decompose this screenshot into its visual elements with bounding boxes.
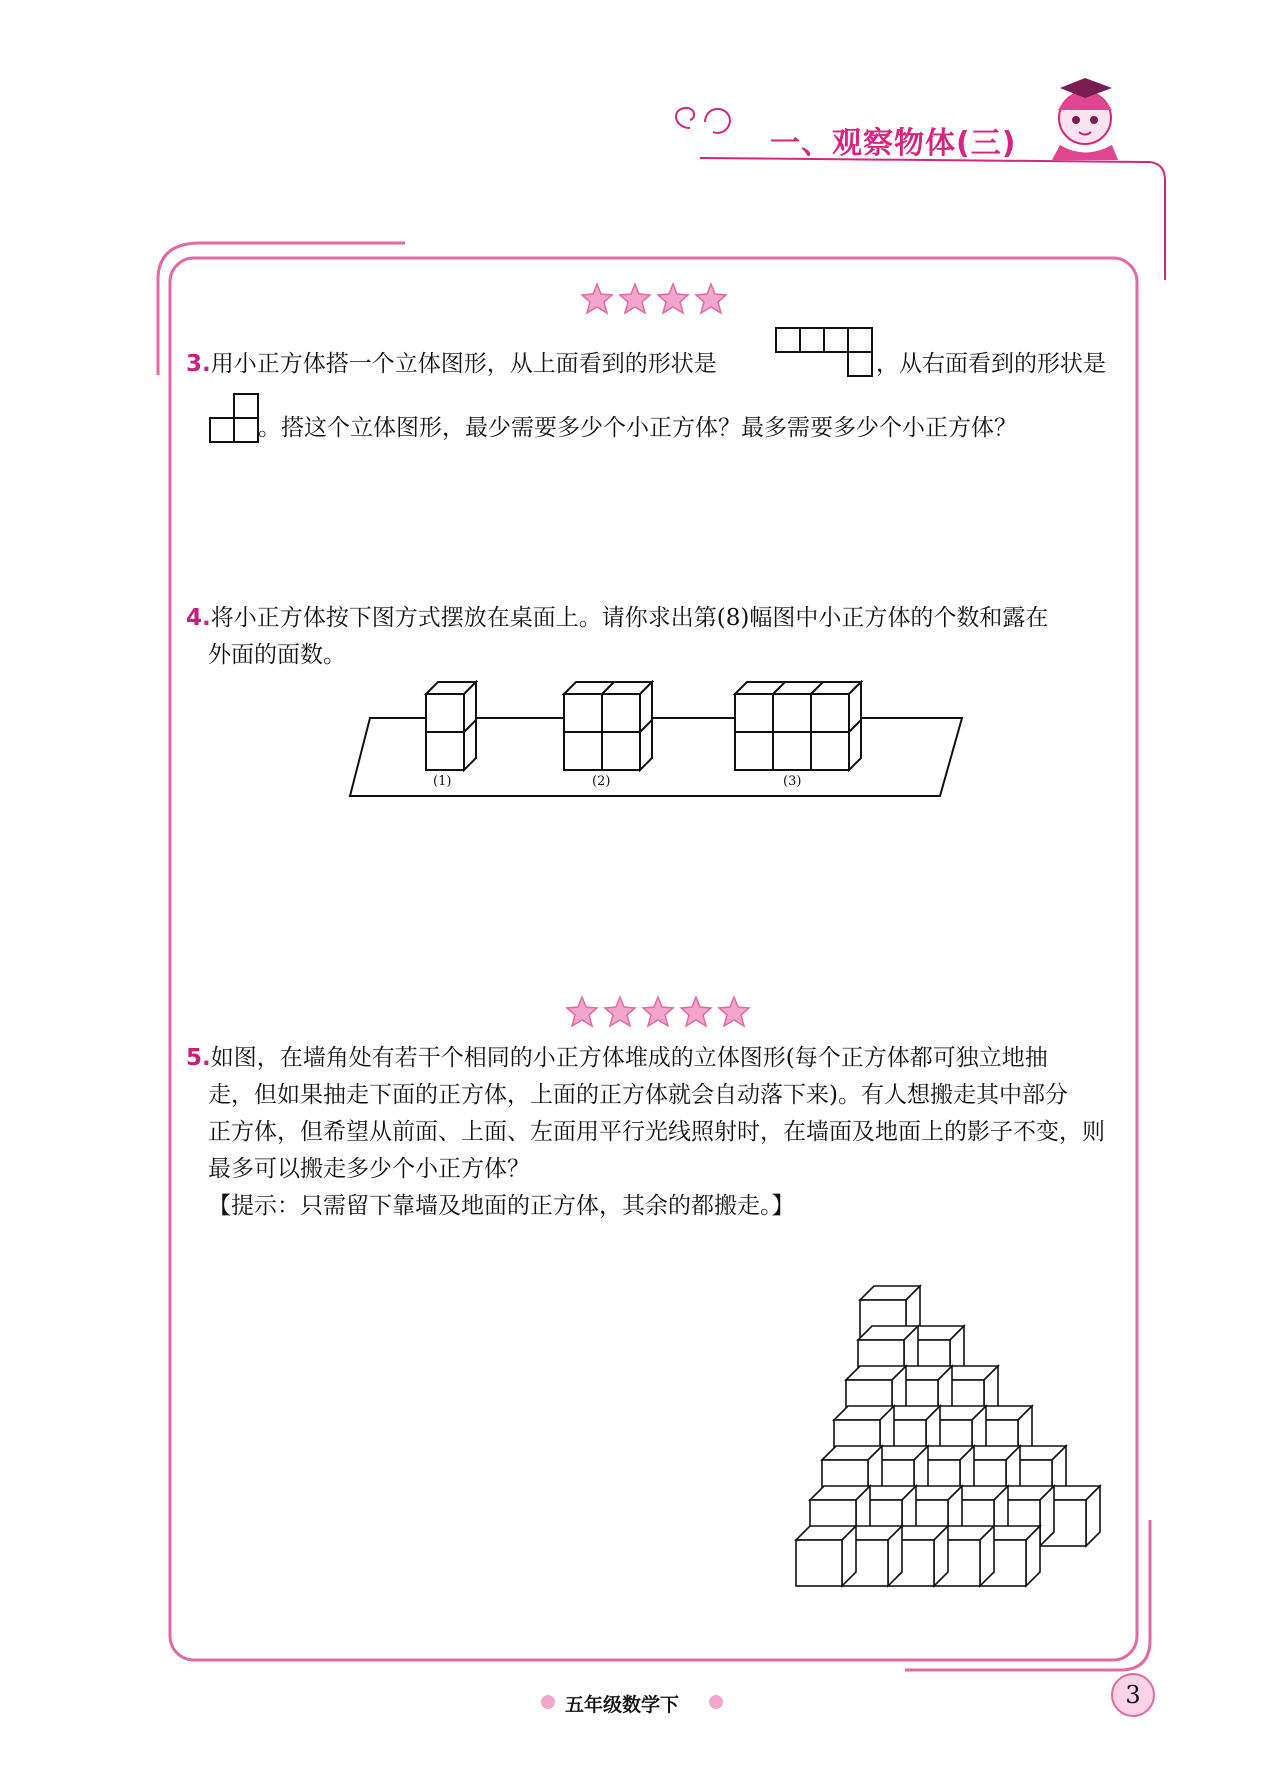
q5-number: 5. (186, 1045, 211, 1071)
header-swirl (676, 108, 730, 133)
q3-right-view (210, 394, 258, 442)
q4-text: 将小正方体按下图方式摆放在桌面上。请你求出第(8)幅图中小正方体的个数和露在 (210, 605, 1049, 631)
q3-line2: 。搭这个立体图形，最少需要多少个小正方体？最多需要多少个小正方体？ (258, 415, 1017, 441)
q5-cube (796, 1526, 856, 1586)
q5-line4: 最多可以搬走多少个小正方体？ (208, 1156, 530, 1182)
q5-line3: 正方体，但希望从前面、上面、左面用平行光线照射时，在墙面及地面上的影子不变，则 (208, 1119, 1105, 1145)
q4-label-1: (1) (433, 774, 452, 789)
difficulty-stars-4 (582, 284, 726, 313)
q3-text-b: ，从右面看到的形状是 (876, 351, 1106, 377)
difficulty-stars-5 (567, 997, 749, 1026)
q4-label-3: (3) (783, 774, 802, 789)
chapter-title: 一、观察物体(三) (770, 126, 1017, 161)
q3-top-view (776, 328, 872, 376)
footer-book-title: 五年级数学下 (565, 1694, 680, 1716)
q5-line1 (186, 1040, 1048, 1076)
q4-cubes (426, 682, 861, 770)
q3-number: 3. (186, 351, 211, 377)
q5-text-1: 如图，在墙角处有若干个相同的小正方体堆成的立体图形(每个正方体都可独立地抽 (210, 1045, 1048, 1071)
q4-line2: 外面的面数。 (208, 642, 346, 668)
header-rule (700, 158, 1165, 280)
page-number: 3 (1125, 1681, 1141, 1709)
mascot-girl (1052, 78, 1118, 160)
q3-line1 (186, 346, 717, 382)
q5-cube-stack (796, 1286, 1100, 1586)
q5-hint: 【提示：只需留下靠墙及地面的正方体，其余的都搬走。】 (208, 1193, 795, 1219)
q5-line2: 走，但如果抽走下面的正方体，上面的正方体就会自动落下来)。有人想搬走其中部分 (208, 1082, 1068, 1108)
q4-label-2: (2) (592, 774, 611, 789)
q4-number: 4. (186, 605, 211, 631)
q3-text-a: 用小正方体搭一个立体图形，从上面看到的形状是 (210, 351, 717, 377)
q4-line1 (186, 600, 1048, 636)
